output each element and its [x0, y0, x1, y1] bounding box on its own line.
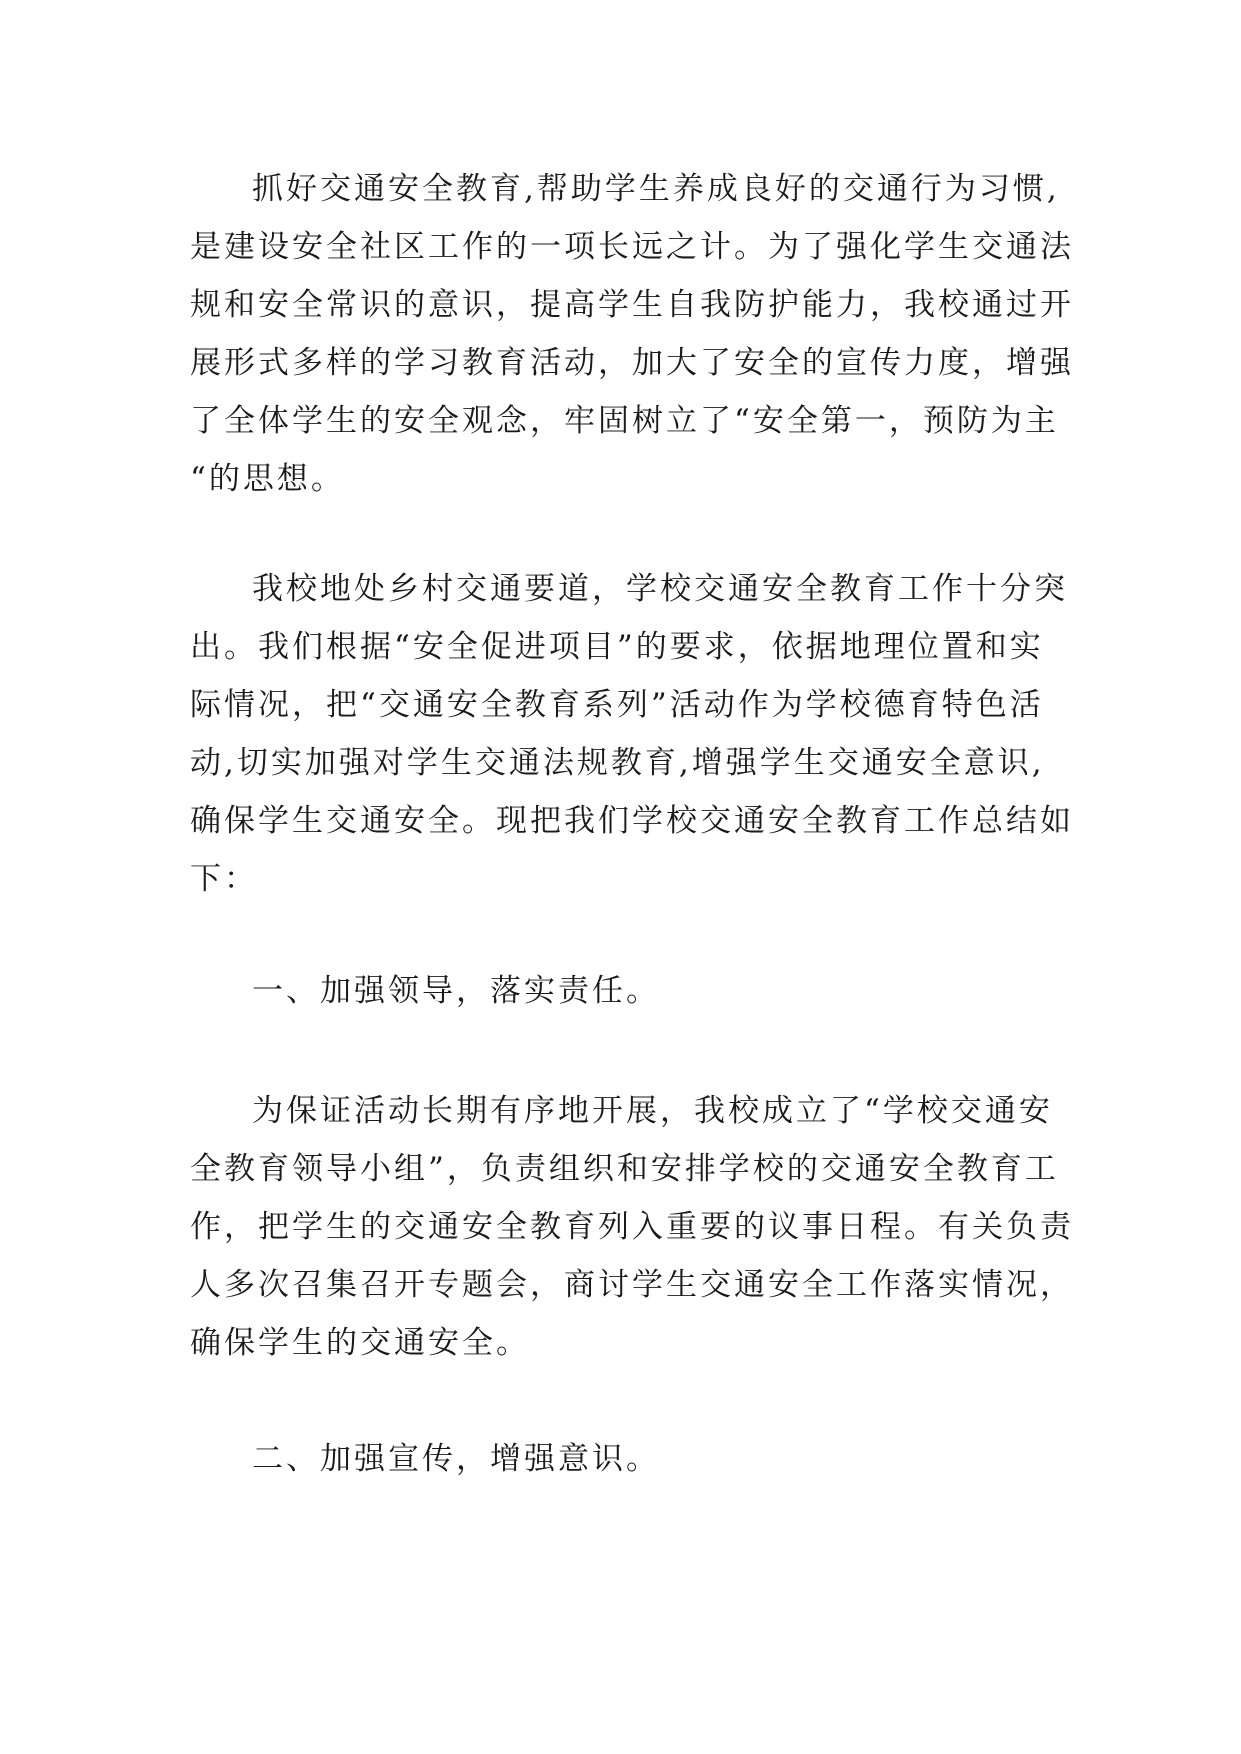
section-heading-2: [190, 1430, 1090, 1488]
text-line: 展形式多样的学习教育活动，加大了安全的宣传力度，增强: [190, 345, 1074, 381]
section-heading-text: 二、加强宣传，增强意识。: [252, 1441, 660, 1477]
section-heading-1: [190, 962, 1090, 1020]
text-line: 人多次召集召开专题会，商讨学生交通安全工作落实情况，: [190, 1267, 1074, 1303]
text-line: 抓好交通安全教育,帮助学生养成良好的交通行为习惯,: [252, 171, 1060, 207]
text-line: 我校地处乡村交通要道，学校交通安全教育工作十分突: [252, 571, 1068, 607]
text-line: 为保证活动长期有序地开展，我校成立了“学校交通安: [252, 1093, 1053, 1129]
text-line: 全教育领导小组”，负责组织和安排学校的交通安全教育工: [190, 1151, 1059, 1187]
text-line: 作，把学生的交通安全教育列入重要的议事日程。有关负责: [190, 1209, 1074, 1245]
text-line: 出。我们根据“安全促进项目”的要求，依据地理位置和实: [190, 629, 1044, 665]
text-line: 下：: [190, 861, 258, 897]
text-line: 是建设安全社区工作的一项长远之计。为了强化学生交通法: [190, 229, 1074, 265]
text-line: 动,切实加强对学生交通法规教育,增强学生交通安全意识,: [190, 745, 1045, 781]
text-line: 际情况，把“交通安全教育系列”活动作为学校德育特色活: [190, 687, 1044, 723]
paragraph-leadership: [190, 1082, 1090, 1372]
text-line: 了全体学生的安全观念，牢固树立了“安全第一，预防为主: [190, 403, 1059, 439]
text-line: 确保学生的交通安全。: [190, 1325, 530, 1361]
section-heading-text: 一、加强领导，落实责任。: [252, 973, 660, 1009]
text-line: “的思想。: [190, 461, 345, 497]
text-line: 确保学生交通安全。现把我们学校交通安全教育工作总结如: [190, 803, 1074, 839]
text-line: 规和安全常识的意识，提高学生自我防护能力，我校通过开: [190, 287, 1074, 323]
paragraph-intro: [190, 160, 1090, 508]
paragraph-background: [190, 560, 1090, 908]
